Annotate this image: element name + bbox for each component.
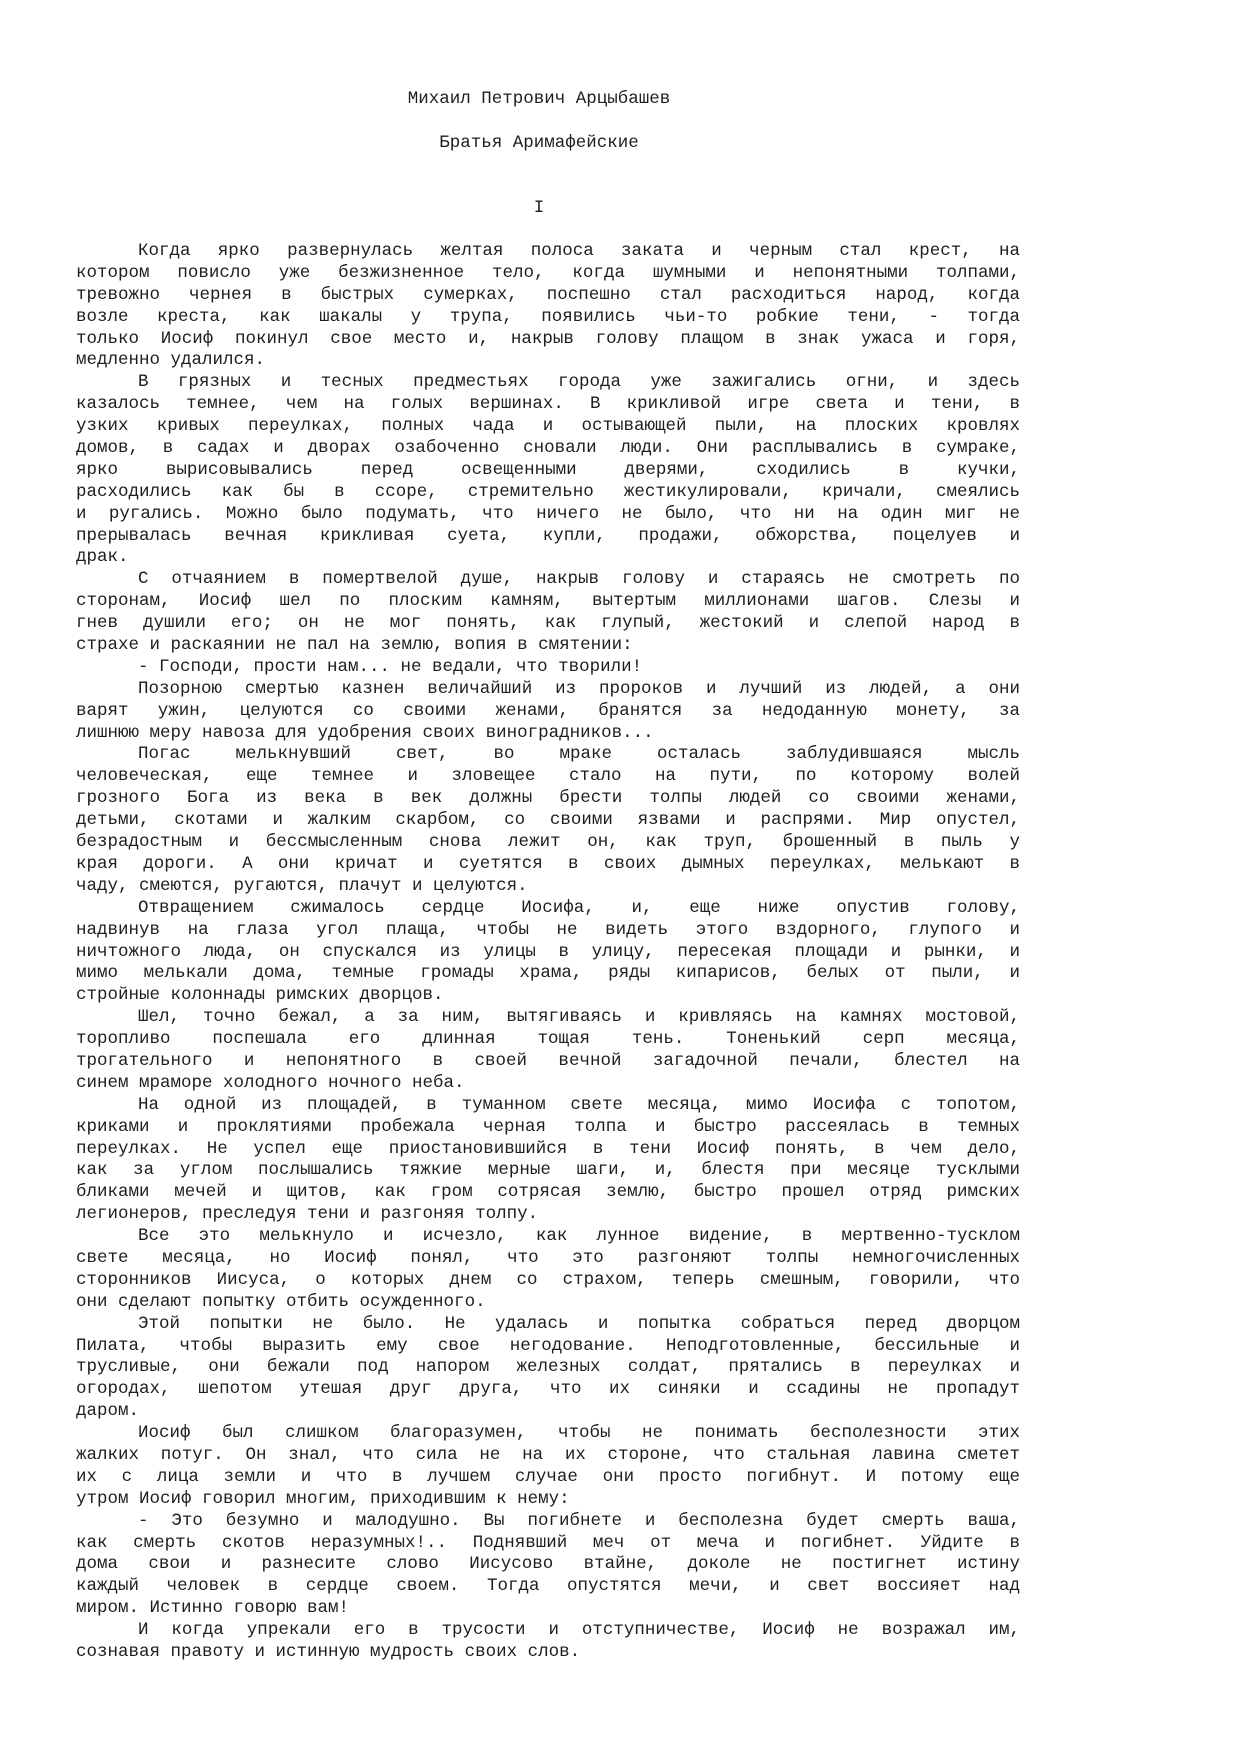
text-line: как за углом послышались тяжкие мерные шаги, и, блестя при месяце тусклыми [76, 1160, 1020, 1181]
text-line: детьми, скотами и жалким скарбом, со своими язвами и распрями. Мир опустел, [76, 810, 1020, 831]
text-line: миром. Истинно говорю вам! [76, 1598, 350, 1619]
text-line: казалось темнее, чем на голых вершинах. В крикливой игре света и тени, в [76, 394, 1020, 415]
text-line: сторонников Иисуса, о которых днем со страхом, теперь смешным, говорили, что [76, 1269, 1020, 1290]
text-line: ничтожного люда, он спускался из улицы в улицу, пересекая площади и рынки, и [76, 941, 1020, 962]
text-line: расходились как бы в ссоре, стремительно жестикулировали, кричали, смеялись [76, 481, 1020, 502]
text-line: тревожно чернея в быстрых сумерках, поспешно стал расходиться народ, когда [76, 284, 1020, 305]
text-line: жалких потуг. Он знал, что сила не на их стороне, что стальная лавина сметет [76, 1444, 1020, 1465]
text-line: человеческая, еще темнее и зловещее стало на пути, по которому волей [76, 766, 1020, 787]
text-line: ярко вырисовывались перед освещенными дверями, сходились в кучки, [76, 459, 1020, 480]
text-line: огородах, шепотом утешая друг друга, что их синяки и ссадины не пропадут [76, 1379, 1020, 1400]
text-line: утром Иосиф говорил многим, приходившим к нему: [76, 1488, 570, 1509]
text-line: чаду, смеются, ругаются, плачут и целуются. [76, 875, 528, 896]
text-line: торопливо поспешала его длинная тощая тень. Тоненький серп месяца, [76, 1029, 1020, 1050]
text-line: безрадостным и бессмысленным снова лежит он, как труп, брошенный в пыль у [76, 832, 1020, 853]
text-line: Отвращением сжималось сердце Иосифа, и, еще ниже опустив голову, [138, 897, 1020, 918]
text-line: переулках. Не успел еще приостановившийся в тени Иосиф понять, в чем дело, [76, 1138, 1020, 1159]
text-line: даром. [76, 1401, 140, 1422]
text-line: трусливые, они бежали под напором железных солдат, прятались в переулках и [76, 1357, 1020, 1378]
text-line: они сделают попытку отбить осужденного. [76, 1291, 486, 1312]
text-line: С отчаянием в помертвелой душе, накрыв голову и стараясь не смотреть по [138, 569, 1020, 590]
text-line: узких кривых переулках, полных чада и остывающей пыли, на плоских кровлях [76, 416, 1020, 437]
text-line: трогательного и непонятного в своей вечной загадочной печали, блестел на [76, 1050, 1020, 1071]
text-line: страхе и раскаянии не пал на землю, вопия в смятении: [76, 635, 633, 656]
text-line: надвинув на глаза угол плаща, чтобы не видеть этого вздорного, глупого и [76, 919, 1020, 940]
chapter-number: I [533, 198, 545, 218]
author-name: Михаил Петрович Арцыбашев [407, 89, 671, 109]
text-line: края дороги. А они кричат и суетятся в своих дымных переулках, мелькают в [76, 853, 1020, 874]
text-line: и ругались. Можно было подумать, что ничего не было, что ни на один миг не [76, 503, 1020, 524]
text-line: сторонам, Иосиф шел по плоским камням, вытертым миллионами шагов. Слезы и [76, 591, 1020, 612]
text-line: криками и проклятиями пробежала черная толпа и быстро рассеялась в темных [76, 1116, 1020, 1137]
text-line: Позорною смертью казнен величайший из пророков и лучший из людей, а они [138, 678, 1020, 699]
text-line: На одной из площадей, в туманном свете месяца, мимо Иосифа с топотом, [138, 1094, 1020, 1115]
text-line: каждый человек в сердце своем. Тогда опустятся мечи, и свет воссияет над [76, 1576, 1020, 1597]
text-line: как смерть скотов неразумных!.. Поднявший меч от меча и погибнет. Уйдите в [76, 1532, 1020, 1553]
text-line: Пилата, чтобы выразить ему свое негодование. Неподготовленные, бессильные и [76, 1335, 1020, 1356]
text-line: В грязных и тесных предместьях города уже зажигались огни, и здесь [138, 372, 1020, 393]
text-line: варят ужин, целуются со своими женами, бранятся за недоданную монету, за [76, 700, 1020, 721]
text-line: домов, в садах и дворах озабоченно сновали люди. Они расплывались в сумраке, [76, 438, 1020, 459]
text-line: дома свои и разнесите слово Иисусово втайне, доколе не постигнет истину [76, 1554, 1020, 1575]
text-line: Этой попытки не было. Не удалась и попытка собраться перед дворцом [138, 1313, 1020, 1334]
text-line: Иосиф был слишком благоразумен, чтобы не понимать бесполезности этих [138, 1423, 1020, 1444]
text-line: Шел, точно бежал, а за ним, вытягиваясь и кривляясь на камнях мостовой, [138, 1007, 1020, 1028]
text-line: возле креста, как шакалы у трупа, появились чьи-то робкие тени, - тогда [76, 306, 1020, 327]
text-line: сознавая правоту и истинную мудрость своих слов. [76, 1642, 581, 1662]
text-line: гнев душили его; он не мог понять, как глупый, жестокий и слепой народ в [76, 613, 1020, 634]
text-line: свете месяца, но Иосиф понял, что это разгоняют толпы немногочисленных [76, 1247, 1020, 1268]
text-line: легионеров, преследуя тени и разгоняя толпу. [76, 1204, 539, 1225]
text-line: стройные колоннады римских дворцов. [76, 985, 444, 1006]
text-line: И когда упрекали его в трусости и отступничестве, Иосиф не возражал им, [138, 1620, 1020, 1641]
text-line: лишнюю меру навоза для удобрения своих виноградников... [76, 722, 654, 743]
text-line: грозного Бога из века в век должны брести толпы людей со своими женами, [76, 788, 1020, 809]
body-text [76, 241, 1020, 1664]
text-line: синем мраморе холодного ночного неба. [76, 1072, 465, 1093]
text-line: драк. [76, 547, 129, 568]
text-line: прерывалась вечная крикливая суета, купли, продажи, обжорства, поцелуев и [76, 525, 1020, 546]
text-line: - Это безумно и малодушно. Вы погибнете и бесполезна будет смерть ваша, [138, 1510, 1020, 1531]
text-line: Когда ярко развернулась желтая полоса заката и черным стал крест, на [138, 241, 1020, 261]
text-line: медленно удалился. [76, 350, 266, 371]
text-line: котором повисло уже безжизненное тело, когда шумными и непонятными толпами, [76, 262, 1020, 283]
text-line: их с лица земли и что в лучшем случае они просто погибнут. И потому еще [76, 1466, 1020, 1487]
text-line: мимо мелькали дома, темные громады храма, ряды кипарисов, белых от пыли, и [76, 963, 1020, 984]
text-line: бликами мечей и щитов, как гром сотрясая землю, быстро прошел отряд римских [76, 1182, 1020, 1203]
text-line: - Господи, прости нам... не ведали, что творили! [138, 656, 643, 677]
text-line: только Иосиф покинул свое место и, накрыв голову плащом в знак ужаса и горя, [76, 328, 1020, 349]
book-title: Братья Аримафейские [439, 133, 639, 153]
text-line: Погас мелькнувший свет, во мраке осталась заблудившаяся мысль [138, 744, 1020, 765]
text-line: Все это мелькнуло и исчезло, как лунное видение, в мертвенно-тусклом [138, 1226, 1020, 1247]
